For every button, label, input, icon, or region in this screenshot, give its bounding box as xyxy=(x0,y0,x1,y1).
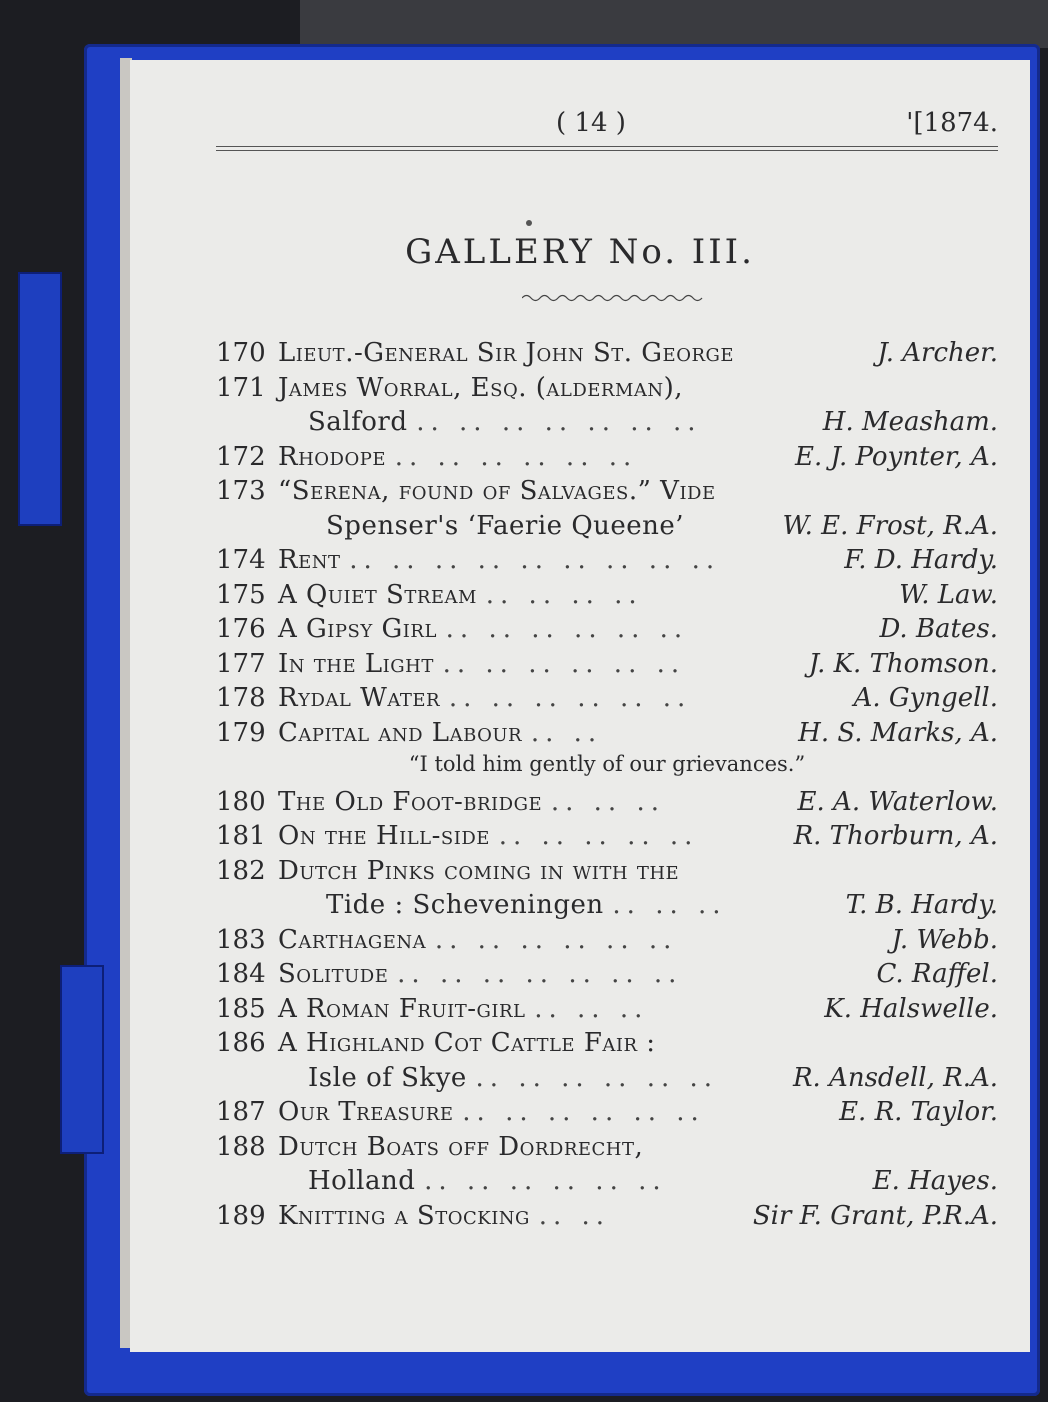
catalogue-number: 183 xyxy=(216,924,266,955)
artist-name: A. Gyngell. xyxy=(853,683,998,713)
catalogue-entries xyxy=(216,332,998,1229)
artwork-title-text: A Quiet Stream xyxy=(278,579,477,610)
leader-dots: .. .. .. .. xyxy=(485,579,643,610)
catalogue-line xyxy=(216,884,998,919)
catalogue-line xyxy=(216,643,998,678)
artwork-title xyxy=(278,373,683,403)
artwork-title xyxy=(326,511,684,541)
leader-dots: .. .. .. .. .. .. .. xyxy=(416,407,702,437)
catalogue-number: 181 xyxy=(216,821,266,851)
artwork-title-text: A Highland Cot Cattle Fair : xyxy=(278,1028,656,1058)
artwork-title-text: A Roman Fruit-girl xyxy=(278,993,526,1024)
leader-dots: .. .. .. xyxy=(534,993,649,1024)
artist-name: C. Raffel. xyxy=(876,959,998,989)
page-number: ( 14 ) xyxy=(556,108,626,138)
leader-dots: .. .. .. .. .. .. xyxy=(445,614,689,644)
catalogue-number: 172 xyxy=(216,441,266,472)
catalogue-line xyxy=(216,919,998,954)
artwork-title xyxy=(326,890,727,920)
catalogue-number: 185 xyxy=(216,993,266,1024)
artist-name: J. K. Thomson. xyxy=(808,648,998,679)
leader-dots: .. .. .. .. .. .. xyxy=(394,441,638,472)
artwork-title xyxy=(278,338,734,368)
artwork-title xyxy=(308,1063,718,1093)
artwork-title-text: Rhodope xyxy=(278,441,386,472)
catalogue-line xyxy=(216,988,998,1023)
catalogue-line xyxy=(216,505,998,540)
catalogue-line xyxy=(216,781,998,816)
catalogue-number: 170 xyxy=(216,338,266,368)
artwork-title-text: Our Treasure xyxy=(278,1097,454,1127)
catalogue-line xyxy=(216,850,998,885)
catalogue-line xyxy=(216,1022,998,1057)
artwork-title xyxy=(278,580,643,610)
artwork-title xyxy=(278,959,682,989)
leader-dots: .. .. .. xyxy=(612,890,727,920)
artwork-title-text: Tide : Scheveningen xyxy=(326,890,604,920)
artwork-title xyxy=(278,545,720,575)
artwork-title xyxy=(278,856,679,886)
catalogue-number: 179 xyxy=(216,717,266,748)
artwork-title-text: Carthagena xyxy=(278,924,427,955)
artwork-title-text: Knitting a Stocking xyxy=(278,1200,530,1231)
artwork-title xyxy=(278,614,688,644)
catalogue-line xyxy=(216,1195,998,1230)
artwork-title-text: Spenser's ‘Faerie Queene’ xyxy=(326,510,685,541)
artwork-title xyxy=(278,1132,643,1162)
leader-dots: .. .. xyxy=(530,717,603,748)
artist-name: R. Thorburn, A. xyxy=(793,821,998,851)
catalogue-line xyxy=(216,953,998,988)
catalogue-line xyxy=(216,712,998,747)
quotation: “I told him gently of our grievances.” xyxy=(408,752,806,776)
catalogue-line xyxy=(216,677,998,712)
book-page xyxy=(130,60,1030,1352)
wavy-ornament xyxy=(522,292,704,304)
leader-dots: .. .. .. .. .. .. .. xyxy=(397,959,683,989)
artwork-title xyxy=(278,683,691,713)
artwork-title xyxy=(278,1028,656,1058)
catalogue-number: 176 xyxy=(216,614,266,644)
catalogue-number: 175 xyxy=(216,579,266,610)
leader-dots: .. .. .. .. .. .. xyxy=(424,1166,667,1196)
catalogue-number: 188 xyxy=(216,1131,266,1162)
artist-name: H. Measham. xyxy=(822,407,998,437)
catalogue-line xyxy=(216,1091,998,1126)
leader-dots: .. .. .. xyxy=(550,786,665,817)
catalogue-line xyxy=(216,746,998,781)
artist-name: E. R. Taylor. xyxy=(839,1097,998,1127)
catalogue-number: 182 xyxy=(216,855,266,886)
year-label: '[1874. xyxy=(906,108,998,138)
artwork-title-text: In the Light xyxy=(278,648,434,679)
artist-name: T. B. Hardy. xyxy=(845,890,998,920)
catalogue-number: 171 xyxy=(216,372,266,403)
artwork-title-text: Rydal Water xyxy=(278,683,441,713)
catalogue-number: 174 xyxy=(216,545,266,575)
artwork-title xyxy=(278,821,698,851)
artwork-title xyxy=(278,476,716,506)
artwork-title-text: On the Hill-side xyxy=(278,821,490,851)
catalogue-number: 184 xyxy=(216,959,266,989)
artwork-title xyxy=(278,1201,610,1231)
artist-name: J. Webb. xyxy=(891,924,998,955)
binding-tab-lower xyxy=(60,965,104,1154)
leader-dots: .. .. .. .. .. xyxy=(498,821,699,851)
leader-dots: .. .. .. .. .. .. xyxy=(448,683,692,713)
artwork-title xyxy=(278,994,648,1024)
artwork-title-text: Lieut.-General Sir John St. George xyxy=(278,338,735,368)
catalogue-line xyxy=(216,815,998,850)
leader-dots: .. .. .. .. .. .. xyxy=(442,648,686,679)
catalogue-number: 173 xyxy=(216,476,266,506)
artwork-title-text: Dutch Boats off Dordrecht, xyxy=(278,1131,644,1162)
artwork-title xyxy=(278,1097,705,1127)
artwork-title-text: Isle of Skye xyxy=(308,1062,467,1093)
ink-dot xyxy=(526,220,532,226)
catalogue-line xyxy=(216,1160,998,1195)
artist-name: D. Bates. xyxy=(879,614,998,644)
artwork-title-text: Salford xyxy=(308,407,408,437)
artist-name: Sir F. Grant, P.R.A. xyxy=(752,1200,998,1231)
artwork-title-text: Capital and Labour xyxy=(278,717,523,748)
artwork-title xyxy=(278,787,665,817)
artist-name: F. D. Hardy. xyxy=(844,545,998,575)
artwork-title-text: Solitude xyxy=(278,959,389,989)
artwork-title-text: Holland xyxy=(308,1166,416,1196)
artwork-title xyxy=(278,649,685,679)
artwork-title-text: The Old Foot-bridge xyxy=(278,786,543,817)
catalogue-number: 177 xyxy=(216,648,266,679)
leader-dots: .. .. xyxy=(538,1200,611,1231)
catalogue-line xyxy=(216,401,998,436)
gallery-title: GALLERY No. III. xyxy=(405,232,755,272)
leader-dots: .. .. .. .. .. .. xyxy=(475,1062,719,1093)
catalogue-number: 178 xyxy=(216,683,266,713)
catalogue-number: 189 xyxy=(216,1200,266,1231)
artwork-title xyxy=(278,718,602,748)
catalogue-number: 186 xyxy=(216,1028,266,1058)
artist-name: W. Law. xyxy=(899,579,998,610)
artist-name: W. E. Frost, R.A. xyxy=(782,510,998,541)
binding-tab-upper xyxy=(18,272,62,526)
artwork-title xyxy=(308,1166,667,1196)
leader-dots: .. .. .. .. .. .. xyxy=(462,1097,705,1127)
catalogue-line xyxy=(216,367,998,402)
catalogue-line xyxy=(216,436,998,471)
artwork-title-text: Rent xyxy=(278,545,341,575)
artwork-title-text: Dutch Pinks coming in with the xyxy=(278,855,680,886)
leader-dots: .. .. .. .. .. .. .. .. .. xyxy=(349,545,721,575)
artist-name: K. Halswelle. xyxy=(824,993,998,1024)
artwork-title xyxy=(278,925,677,955)
catalogue-line xyxy=(216,539,998,574)
catalogue-number: 180 xyxy=(216,786,266,817)
artist-name: E. A. Waterlow. xyxy=(797,786,998,817)
artwork-title-text: A Gipsy Girl xyxy=(278,614,437,644)
catalogue-number: 187 xyxy=(216,1097,266,1127)
artwork-title-text: James Worral, Esq. (alderman), xyxy=(278,372,684,403)
artist-name: H. S. Marks, A. xyxy=(798,717,998,748)
catalogue-line xyxy=(216,574,998,609)
backdrop xyxy=(300,0,1048,48)
artist-name: J. Archer. xyxy=(877,338,998,368)
catalogue-line xyxy=(216,332,998,367)
artist-name: R. Ansdell, R.A. xyxy=(792,1062,998,1093)
catalogue-line xyxy=(216,1126,998,1161)
artwork-title-text: “Serena, found of Salvages.” Vide xyxy=(278,476,716,506)
artwork-title xyxy=(278,442,637,472)
artist-name: E. Hayes. xyxy=(872,1166,998,1196)
artist-name: E. J. Poynter, A. xyxy=(795,441,998,472)
artwork-title xyxy=(308,407,702,437)
catalogue-line xyxy=(216,1057,998,1092)
catalogue-line xyxy=(216,470,998,505)
catalogue-line xyxy=(216,608,998,643)
leader-dots: .. .. .. .. .. .. xyxy=(434,924,678,955)
running-head xyxy=(216,106,998,147)
